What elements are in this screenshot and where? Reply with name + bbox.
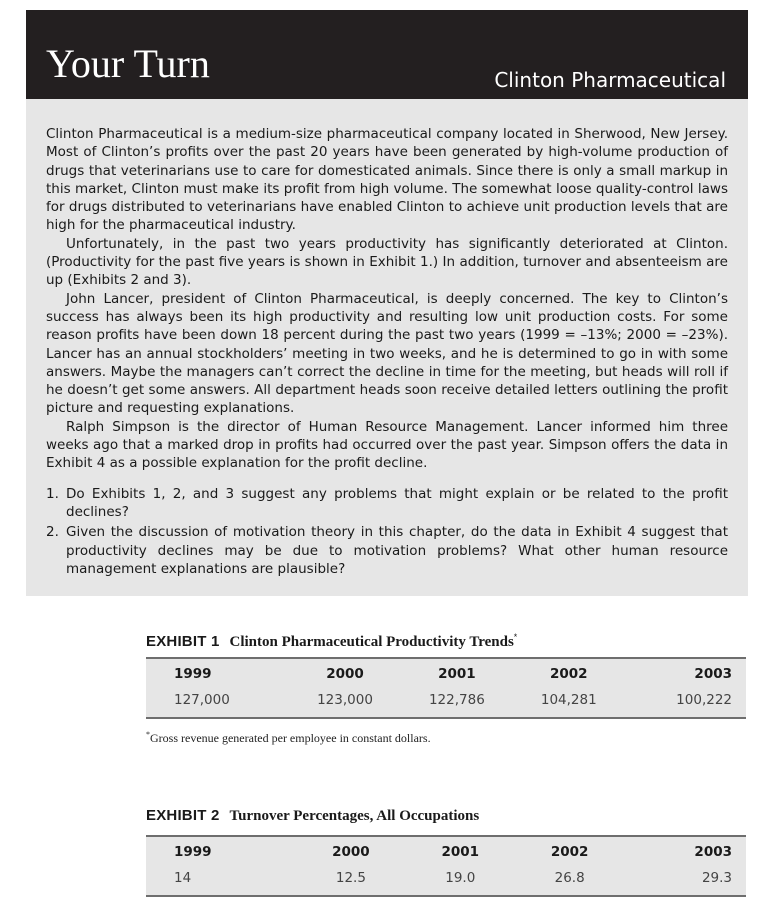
year-header: 1999 (146, 658, 289, 687)
table-cell: 127,000 (146, 687, 289, 718)
table-row (146, 865, 746, 896)
question-item (46, 523, 728, 578)
page-header (26, 10, 748, 99)
table-header-row (146, 836, 746, 865)
year-header: 2002 (515, 836, 624, 865)
exhibit1-footnote-marker: * (513, 632, 518, 642)
table-cell: 123,000 (289, 687, 401, 718)
exhibit1-name: Clinton Pharmaceutical Productivity Trends (229, 634, 514, 650)
question-list (46, 485, 728, 578)
exhibit2-name: Turnover Percentages, All Occupations (229, 808, 480, 824)
case-paragraph: John Lancer, president of Clinton Pharmaceutical, is deeply concerned. The key to Clinton’s success has always been its high productivity and resulting low unit production costs. For some reason profits have been down 18 percent during the past two years (1999 = –13%; 2000 = –23%). Lancer has an annual stockholders’ meeting in two weeks, and he is determined to go in with some answers. Maybe the managers can’t correct the decline in time for the meeting, but heads will roll if he doesn’t get some answers. All department heads soon receive detailed letters outlining the profit picture and requesting explanations. (46, 290, 728, 417)
question-number: 1. (46, 485, 59, 502)
exhibit1-title (146, 627, 517, 652)
case-paragraph: Unfortunately, in the past two years productivity has significantly deteriorated at Clinton. (Productivity for the past five years is shown in Exhibit 1.) In addition, turnover and absenteeism are up (Exhibits 2 and 3). (46, 235, 728, 289)
case-text (46, 125, 728, 580)
exhibit2-table (146, 835, 746, 897)
table-cell: 104,281 (513, 687, 625, 718)
case-name: Clinton Pharmaceutical (494, 68, 726, 92)
exhibit1-table (146, 657, 746, 719)
case-box (26, 99, 748, 596)
exhibit1-footnote (146, 730, 431, 746)
case-paragraph: Clinton Pharmaceutical is a medium-size pharmaceutical company located in Sherwood, New Jersey. Most of Clinton’s profits over the past 20 years have been generated by high-volume production of drugs that veterinarians use to care for domesticated animals. Since there is only a small markup in this market, Clinton must make its profit from high volume. The somewhat loose quality-control laws for drugs distributed to veterinarians have enabled Clinton to achieve unit production levels that are high for the pharmaceutical industry. (46, 126, 728, 234)
table-cell: 100,222 (625, 687, 746, 718)
year-header: 2001 (406, 836, 515, 865)
year-header: 2003 (624, 836, 746, 865)
question-number: 2. (46, 524, 59, 541)
year-header: 2000 (296, 836, 405, 865)
table-cell: 19.0 (406, 865, 515, 896)
footnote-marker: * (146, 730, 150, 739)
table-cell: 26.8 (515, 865, 624, 896)
question-text: Given the discussion of motivation theory in this chapter, do the data in Exhibit 4 suggest that productivity declines may be due to motivation problems? What other human resource management explanations are plausible? (66, 524, 728, 577)
page-title: Your Turn (46, 41, 210, 86)
case-paragraph: Ralph Simpson is the director of Human Resource Management. Lancer informed him three weeks ago that a marked drop in profits had occurred over the past year. Simpson offers the data in Exhibit 4 as a possible explanation for the profit decline. (46, 418, 728, 472)
year-header: 2000 (289, 658, 401, 687)
exhibit2-label: EXHIBIT 2 (146, 807, 220, 824)
question-text: Do Exhibits 1, 2, and 3 suggest any problems that might explain or be related to the profit declines? (66, 485, 728, 520)
table-row (146, 687, 746, 718)
year-header: 1999 (146, 836, 296, 865)
exhibit1-label: EXHIBIT 1 (146, 633, 220, 650)
table-cell: 122,786 (401, 687, 513, 718)
table-cell: 29.3 (624, 865, 746, 896)
footnote-text: Gross revenue generated per employee in constant dollars. (150, 731, 431, 745)
year-header: 2001 (401, 658, 513, 687)
question-item (46, 485, 728, 522)
table-cell: 14 (146, 865, 296, 896)
year-header: 2003 (625, 658, 746, 687)
year-header: 2002 (513, 658, 625, 687)
exhibit2-title (146, 806, 479, 826)
table-header-row (146, 658, 746, 687)
table-cell: 12.5 (296, 865, 405, 896)
